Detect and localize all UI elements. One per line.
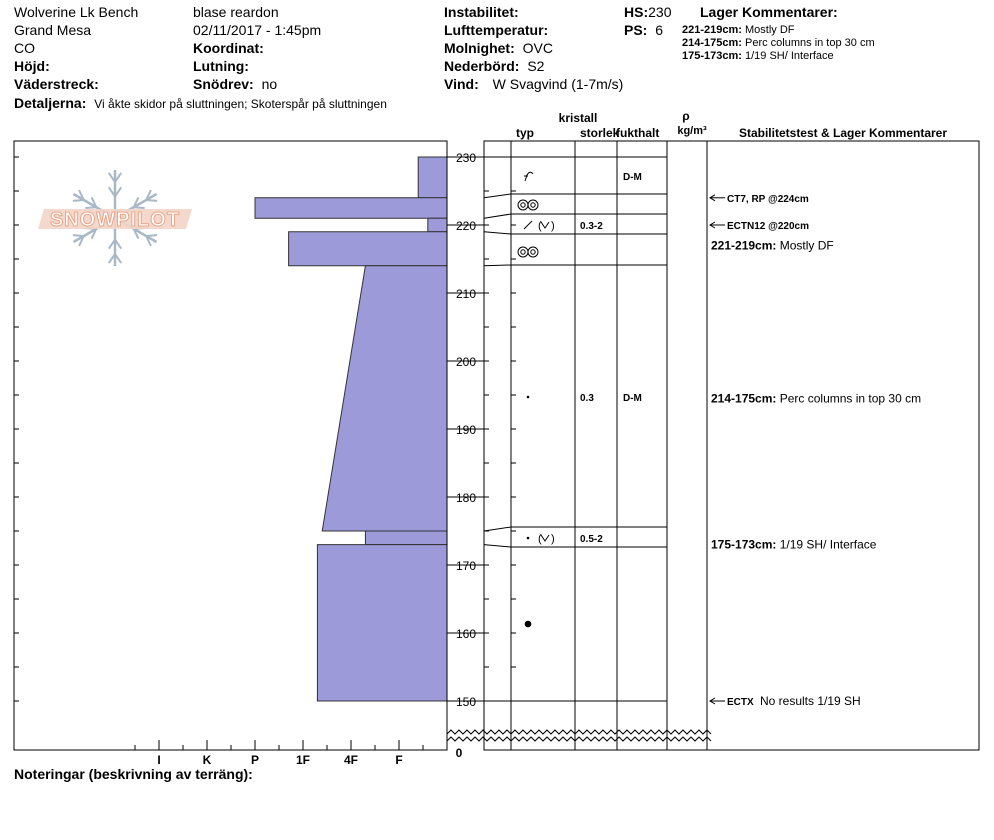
rounded-grain-inner bbox=[531, 203, 535, 207]
layer-connector bbox=[484, 214, 511, 218]
depth-zero-label: 0 bbox=[455, 746, 463, 760]
comment-range: 221-219cm: bbox=[711, 238, 780, 253]
layer-boundaries bbox=[511, 157, 667, 701]
hs-label: HS: bbox=[624, 4, 649, 20]
facet-paren-right: ) bbox=[551, 220, 555, 232]
slope-label: Lutning: bbox=[193, 58, 249, 74]
moisture-label: D-M bbox=[623, 172, 642, 183]
size-header: storlek bbox=[580, 126, 620, 140]
test-label: ECTX bbox=[727, 697, 754, 708]
terrain-notes-label: Noteringar (beskrivning av terräng): bbox=[14, 766, 253, 782]
facet-symbol bbox=[541, 535, 549, 541]
sky-value: OVC bbox=[522, 40, 553, 56]
crystal-header: kristall bbox=[558, 111, 598, 125]
density-unit-header: kg/m³ bbox=[677, 125, 707, 137]
snowflake-branch bbox=[134, 207, 145, 208]
rounded-grain-inner bbox=[521, 203, 525, 207]
axis-break bbox=[447, 730, 711, 741]
rounded-grain-symbol bbox=[518, 247, 528, 257]
stability-header: Stabilitetstest & Lager Kommentarer bbox=[738, 126, 948, 140]
layer-comment-text: Mostly DF bbox=[745, 24, 795, 36]
hardness-bar bbox=[418, 157, 447, 198]
layer-comment bbox=[711, 538, 877, 552]
air-temp-label: Lufttemperatur: bbox=[444, 22, 549, 38]
snowflake-branch bbox=[146, 235, 157, 236]
snowflake-branch bbox=[73, 235, 84, 236]
wind-value: W Svagvind (1-7m/s) bbox=[492, 76, 624, 92]
layer-comments-title: Lager Kommentarer: bbox=[700, 4, 838, 20]
layer-connector bbox=[484, 265, 511, 266]
details-value: Vi åkte skidor på sluttningen; Skoterspår på sluttningen bbox=[94, 97, 387, 111]
comment-range: 175-173cm: bbox=[711, 537, 780, 552]
test-label: ECTN12 @220cm bbox=[727, 221, 810, 232]
decomposing-symbol bbox=[525, 172, 533, 181]
depth-tick-label: 160 bbox=[455, 627, 477, 641]
layer-comment-range: 221-219cm: bbox=[682, 24, 742, 36]
facet-paren-left: ( bbox=[538, 220, 542, 232]
snowflake-branch bbox=[85, 207, 96, 208]
hardness-bar bbox=[428, 218, 447, 232]
big-dot-symbol bbox=[525, 621, 532, 628]
rho-header: ρ bbox=[682, 109, 690, 123]
type-header: typ bbox=[516, 126, 534, 140]
comment-text: Mostly DF bbox=[779, 238, 834, 253]
depth-tick-label: 230 bbox=[455, 151, 477, 165]
depth-tick-label: 170 bbox=[455, 559, 477, 573]
layer-connector bbox=[484, 545, 511, 547]
axis-break-line bbox=[447, 730, 711, 734]
hardness-tick-label: F bbox=[395, 753, 403, 767]
slash-symbol bbox=[524, 221, 532, 229]
layer-connector bbox=[484, 527, 511, 531]
hardness-tick-label: K bbox=[202, 753, 212, 767]
wind-loading-value: no bbox=[261, 76, 278, 92]
moisture-label: D-M bbox=[623, 393, 642, 404]
precip-label: Nederbörd: bbox=[444, 58, 520, 74]
grain-size-label: 0.5-2 bbox=[580, 534, 603, 545]
comment-text: 1/19 SH/ Interface bbox=[779, 537, 877, 552]
layer-comment bbox=[711, 391, 921, 405]
grain-size-label: 0.3 bbox=[580, 393, 594, 404]
logo-text: SNOWPILOT bbox=[49, 209, 181, 231]
depth-tick-label: 150 bbox=[455, 695, 477, 709]
comment-text: Perc columns in top 30 cm bbox=[779, 391, 922, 406]
sky-label: Molnighet: bbox=[444, 40, 515, 56]
depth-tick-label: 180 bbox=[455, 491, 477, 505]
layer-connector bbox=[484, 194, 511, 198]
hardness-bar bbox=[317, 545, 447, 701]
rounded-grain-symbol bbox=[518, 200, 528, 210]
aspect-label: Väderstreck: bbox=[14, 76, 99, 92]
comment-range: 214-175cm: bbox=[711, 391, 780, 406]
test-note: No results 1/19 SH bbox=[760, 694, 861, 708]
layer-comment-text: Perc columns in top 30 cm bbox=[745, 37, 875, 49]
precip-value: S2 bbox=[527, 58, 545, 74]
hardness-bar bbox=[255, 198, 447, 218]
dot-symbol bbox=[527, 537, 530, 540]
snowflake-branch bbox=[73, 200, 84, 201]
facet-paren-left: ( bbox=[538, 533, 542, 545]
hardness-tick-label: 1F bbox=[295, 753, 311, 767]
crystal-symbols bbox=[518, 172, 642, 627]
depth-tick-label: 220 bbox=[455, 219, 477, 233]
hardness-bar bbox=[289, 232, 447, 266]
elevation-label: Höjd: bbox=[14, 58, 50, 74]
hs-value: 230 bbox=[648, 4, 672, 20]
layer-comment-range: 175-173cm: bbox=[682, 50, 742, 62]
ps-label: PS: bbox=[624, 22, 648, 38]
layer-comment-range: 214-175cm: bbox=[682, 37, 742, 49]
layer-connector bbox=[484, 232, 511, 234]
facet-paren-right: ) bbox=[551, 533, 555, 545]
rounded-grain-inner bbox=[521, 250, 525, 254]
hardness-tick-label: P bbox=[250, 753, 260, 767]
state-name: CO bbox=[14, 40, 35, 56]
layer-comments-right bbox=[711, 238, 921, 551]
site-name: Wolverine Lk Bench bbox=[14, 4, 139, 20]
layer-comment bbox=[711, 238, 834, 252]
layer-comment-text: 1/19 SH/ Interface bbox=[745, 50, 834, 62]
stability-tests bbox=[710, 194, 861, 708]
facet-symbol bbox=[541, 222, 549, 228]
depth-tick-label: 190 bbox=[455, 423, 477, 437]
test-label: CT7, RP @224cm bbox=[727, 193, 809, 205]
hardness-axis bbox=[135, 740, 423, 767]
moisture-header: fukthalt bbox=[616, 126, 660, 140]
hardness-bar bbox=[365, 531, 447, 545]
area-name: Grand Mesa bbox=[14, 22, 92, 38]
ps-value: 6 bbox=[655, 22, 664, 38]
details-label: Detaljerna: bbox=[14, 95, 87, 111]
rounded-grain-symbol bbox=[528, 200, 538, 210]
coordinates-label: Koordinat: bbox=[193, 40, 264, 56]
hardness-tick-label: I bbox=[157, 753, 161, 767]
snowflake-branch bbox=[146, 200, 157, 201]
depth-tick-label: 200 bbox=[455, 355, 477, 369]
rounded-grain-symbol bbox=[528, 247, 538, 257]
dot-symbol bbox=[527, 396, 530, 399]
layer-table-frame bbox=[484, 141, 979, 750]
hardness-tick-label: 4F bbox=[343, 753, 359, 767]
stability-label: Instabilitet: bbox=[444, 4, 519, 20]
axis-break-line bbox=[447, 737, 711, 741]
hardness-bar bbox=[322, 266, 447, 531]
snowpilot-logo bbox=[38, 170, 192, 266]
grain-size-label: 0.3-2 bbox=[580, 221, 603, 232]
depth-tick-label: 210 bbox=[455, 287, 477, 301]
wind-loading-label: Snödrev: bbox=[193, 76, 254, 92]
hardness-profile bbox=[255, 157, 447, 701]
observation-datetime: 02/11/2017 - 1:45pm bbox=[193, 22, 322, 38]
rounded-grain-inner bbox=[531, 250, 535, 254]
observer-name: blase reardon bbox=[193, 4, 279, 20]
wind-label: Vind: bbox=[444, 76, 479, 92]
